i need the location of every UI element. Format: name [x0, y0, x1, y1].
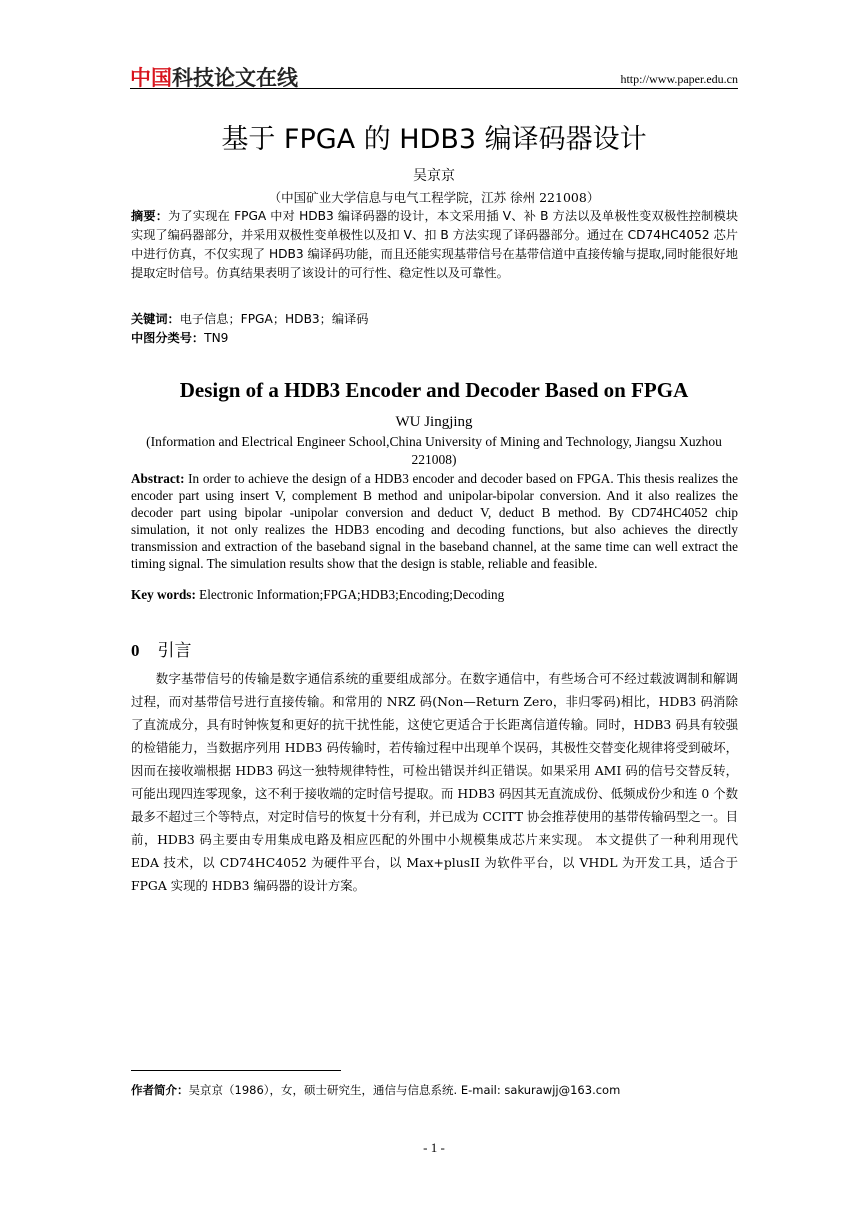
keywords-english-label: Key words:: [131, 587, 196, 602]
title-chinese: 基于 FPGA 的 HDB3 编译码器设计: [221, 124, 647, 155]
header-url[interactable]: http://www.paper.edu.cn: [620, 72, 738, 86]
author-footnote: [131, 1082, 620, 1098]
classification-text: TN9: [204, 331, 229, 345]
keywords-chinese-text: 电子信息；FPGA；HDB3；编译码: [179, 312, 369, 326]
affiliation-english: (Information and Electrical Engineer School,China University of Mining and Technology, Jiangsu Xuzhou 221008): [146, 434, 722, 467]
abstract-english-label: Abstract:: [131, 471, 185, 486]
keywords-english-text: Electronic Information;FPGA;HDB3;Encoding;Decoding: [199, 587, 505, 602]
author-english: WU Jingjing: [395, 414, 473, 430]
footnote-text: 吴京京（1986），女，硕士研究生，通信与信息系统. E-mail: sakurawjj@163.com: [188, 1083, 621, 1097]
keywords-chinese-label: 关键词：: [131, 312, 180, 326]
affiliation-chinese: （中国矿业大学信息与电气工程学院，江苏 徐州 221008）: [268, 190, 600, 205]
footnote-divider: [131, 1070, 341, 1071]
keywords-english: [131, 586, 738, 603]
site-logo: [130, 62, 298, 92]
abstract-english: [131, 470, 738, 572]
page-number: - 1 -: [423, 1140, 445, 1155]
section-heading: [131, 636, 192, 661]
section-number: 0: [131, 641, 140, 660]
abstract-chinese-text: 为了实现在 FPGA 中对 HDB3 编译码器的设计，本文采用插 V、补 B 方法以及单极性变双极性控制模块实现了编码器部分，并采用双极性变单极性以及扣 V、扣 B 方法实现了译码器部分。通过在 CD74HC4052 芯片中进行仿真，不仅实现了 HDB3 编译码功能，而且还能实现基带信号在基带信道中直接传输与提取,同时能很好地提取定时信号。仿真结果表明了该设计的可行性、稳定性以及可靠性。: [131, 209, 739, 280]
author-chinese: 吴京京: [413, 168, 455, 184]
keywords-chinese: [131, 310, 738, 329]
abstract-english-text: In order to achieve the design of a HDB3 encoder and decoder based on FPGA. This thesis realizes the encoder part using insert V, complement B method and unipolar-bipolar conversion. And it also realizes the decoder part using bipolar -unipolar conversion and deduct V, deduct B method. By CD74HC4052 chip simulation, it not only realizes the HDB3 encoding and decoding functions, but also achieves the directly transmission and extraction of the baseband signal in the baseband channel, at the same time can well extract the timing signal. The simulation results show that the design is stable, reliable and feasible.: [131, 471, 738, 571]
logo-part-dark: 科技论文在线: [172, 66, 298, 90]
abstract-chinese-label: 摘要：: [131, 209, 169, 223]
abstract-chinese: [131, 207, 738, 283]
title-english: Design of a HDB3 Encoder and Decoder Based on FPGA: [179, 378, 689, 402]
logo-part-red: 中国: [130, 66, 172, 90]
introduction-paragraph: 数字基带信号的传输是数字通信系统的重要组成部分。在数字通信中，有些场合可不经过载波调制和解调过程，而对基带信号进行直接传输。和常用的 NRZ 码(Non—Return Zero，非归零码)相比，HDB3 码消除了直流成分，具有时钟恢复和更好的抗干扰性能，这使它更适合于长距离信道传输。同时，HDB3 码具有较强的检错能力，当数据序列用 HDB3 码传输时，若传输过程中出现单个误码，其极性交替变化规律将受到破坏，因而在接收端根据 HDB3 码这一独特规律特性，可检出错误并纠正错误。如果采用 AMI 码的信号交替反转，可能出现四连零现象，这不利于接收端的定时信号提取。而 HDB3 码因其无直流成份、低频成份少和连 0 个数最多不超过三个等特点，对定时信号的恢复十分有利，并已成为 CCITT 协会推荐使用的基带传输码型之一。目前，HDB3 码主要由专用集成电路及相应匹配的外围中小规模集成芯片来实现。 本文提供了一种利用现代 EDA 技术，以 CD74HC4052 为硬件平台，以 Max+plusII 为软件平台，以 VHDL 为开发工具，适合于 FPGA 实现的 HDB3 编码器的设计方案。: [131, 671, 738, 893]
footnote-label: 作者简介：: [131, 1083, 189, 1097]
classification-label: 中图分类号：: [131, 331, 205, 345]
section-title: 引言: [157, 641, 192, 661]
page-header: [130, 60, 738, 89]
classification-number: [131, 329, 738, 348]
